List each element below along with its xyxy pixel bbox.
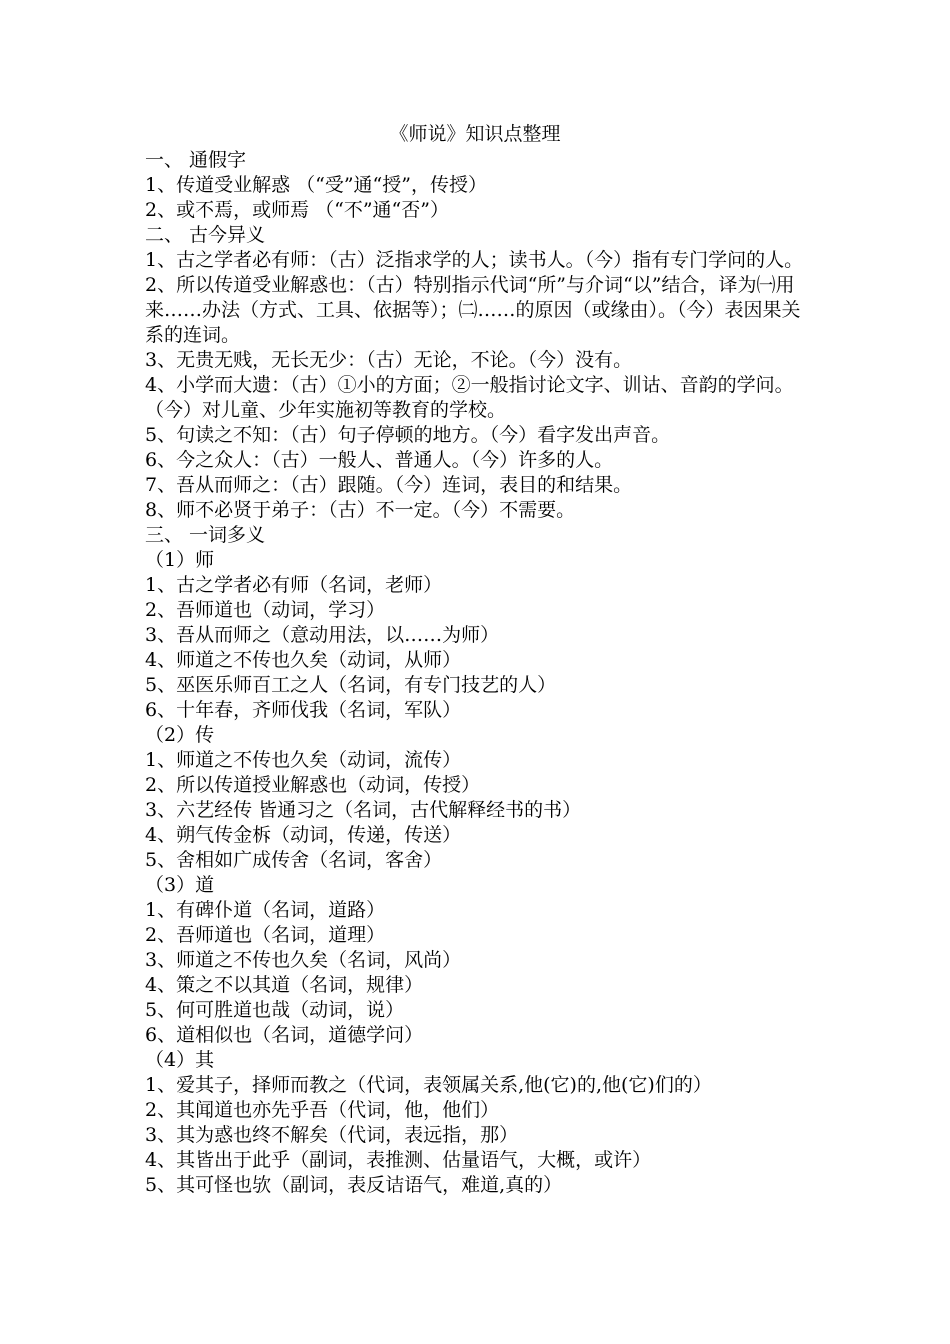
subsection-heading-shi: （1）师 [145, 549, 215, 571]
text-line: 6、今之众人：（古）一般人、普通人。（今）许多的人。 [145, 449, 614, 471]
text-line: 7、吾从而师之：（古）跟随。（今）连词，表目的和结果。 [145, 474, 633, 496]
text-line: 5、其可怪也欤（副词，表反诘语气，难道,真的） [145, 1174, 563, 1196]
text-line: 2、其闻道也亦先乎吾（代词，他，他们） [145, 1099, 500, 1121]
subsection-heading-qi: （4）其 [145, 1049, 215, 1071]
text-line: 2、吾师道也（动词，学习） [145, 599, 386, 621]
text-line: 6、十年春，齐师伐我（名词，军队） [145, 699, 462, 721]
text-paragraph: 4、小学而大遗：（古）①小的方面；②一般指讨论文字、训诂、音韵的学问。（今）对儿童、少年实施初等教育的学校。 [145, 374, 794, 421]
subsection-heading-dao: （3）道 [145, 874, 215, 896]
text-line: 1、传道受业解惑 （“受”通“授”，传授） [145, 174, 487, 196]
text-line: 4、师道之不传也久矣（动词，从师） [145, 649, 462, 671]
text-line: 5、舍相如广成传舍（名词，客舍） [145, 849, 443, 871]
text-line: 4、策之不以其道（名词，规律） [145, 974, 424, 996]
text-line: 1、爱其子，择师而教之（代词，表领属关系,他(它)的,他(它)们的） [145, 1074, 712, 1096]
text-line: 5、句读之不知：（古）句子停顿的地方。（今）看字发出声音。 [145, 424, 671, 446]
text-line: 6、道相似也（名词，道德学问） [145, 1024, 424, 1046]
text-line: 5、巫医乐师百工之人（名词，有专门技艺的人） [145, 674, 557, 696]
text-line: 3、师道之不传也久矣（名词，风尚） [145, 949, 462, 971]
text-line: 2、吾师道也（名词，道理） [145, 924, 386, 946]
text-paragraph: 1、古之学者必有师：（古）泛指求学的人；读书人。（今）指有专门学问的人。 [145, 249, 804, 271]
text-line: 3、六艺经传 皆通习之（名词，古代解释经书的书） [145, 799, 582, 821]
page-title: 《师说》知识点整理 [389, 123, 561, 145]
text-paragraph: 2、所以传道受业解惑也：（古）特别指示代词“所”与介词“以”结合，译为㈠用来……办法（方式、工具、依据等）；㈡……的原因（或缘由）。（今）表因果关系的连词。 [145, 274, 801, 346]
text-line: 4、其皆出于此乎（副词，表推测、估量语气，大概，或许） [145, 1149, 652, 1171]
text-line: 2、或不焉，或师焉 （“不”通“否”） [145, 199, 449, 221]
subsection-heading-chuan: （2）传 [145, 724, 215, 746]
text-line: 5、何可胜道也哉（动词，说） [145, 999, 405, 1021]
text-line: 1、古之学者必有师（名词，老师） [145, 574, 443, 596]
section-heading-tongjiazi: 一、 通假字 [145, 149, 247, 171]
text-line: 4、朔气传金柝（动词，传递，传送） [145, 824, 462, 846]
text-line: 3、其为惑也终不解矣（代词，表远指，那） [145, 1124, 519, 1146]
text-line: 1、有碑仆道（名词，道路） [145, 899, 386, 921]
text-line: 3、无贵无贱，无长无少：（古）无论，不论。（今）没有。 [145, 349, 633, 371]
section-heading-gujin-yiyi: 二、 古今异义 [145, 224, 266, 246]
text-line: 3、吾从而师之（意动用法，以……为师） [145, 624, 500, 646]
document-body [145, 148, 815, 1198]
text-line: 8、师不必贤于弟子：（古）不一定。（今）不需要。 [145, 499, 576, 521]
text-line: 2、所以传道授业解惑也（动词，传授） [145, 774, 481, 796]
section-heading-yici-duoyi: 三、 一词多义 [145, 524, 266, 546]
text-line: 1、师道之不传也久矣（动词，流传） [145, 749, 462, 771]
